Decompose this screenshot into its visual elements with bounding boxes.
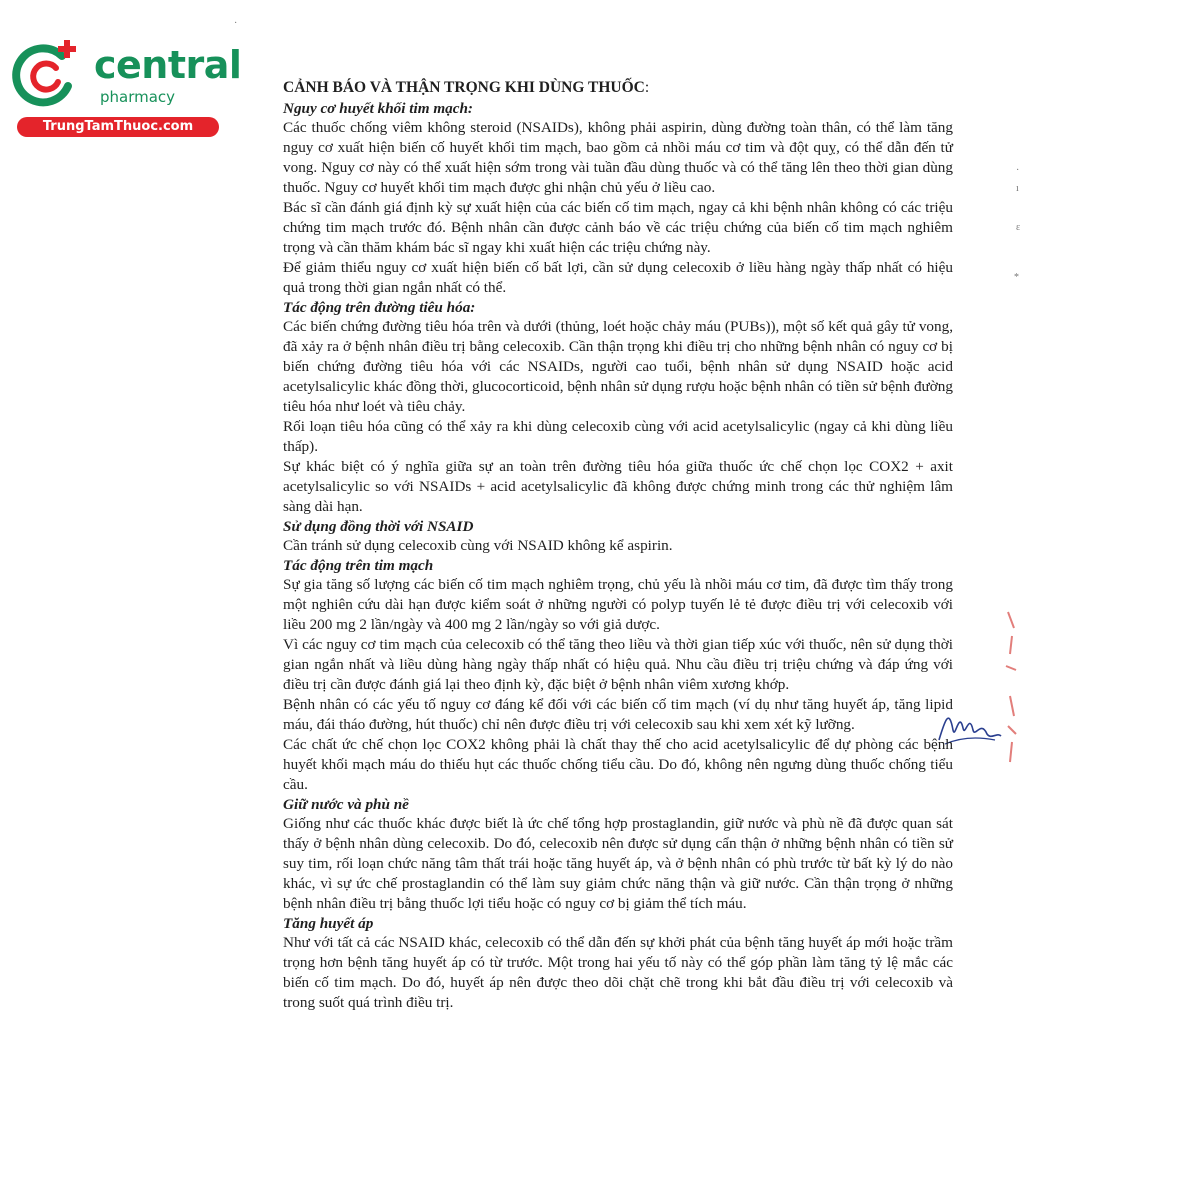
section-heading: Giữ nước và phù nề: [283, 796, 409, 813]
site-url-badge[interactable]: TrungTamThuoc.com: [17, 117, 219, 137]
section-heading: Tăng huyết áp: [283, 915, 374, 932]
paragraph: Bệnh nhân có các yếu tố nguy cơ đáng kể đối với các biến cố tim mạch (ví dụ như tăng huyết áp, tăng lipid máu, đái tháo đường, hút thuốc) chỉ nên được điều trị với celecoxib sau khi xem xét kỹ lưỡng.: [283, 696, 953, 733]
section-cardiovascular-effects: [283, 556, 953, 795]
paragraph: Giống như các thuốc khác được biết là ức chế tổng hợp prostaglandin, giữ nước và phù nề đã được quan sát thấy ở bệnh nhân dùng celecoxib. Do đó, celecoxib nên được sử dụng cẩn thận ở những bệnh nhân có tiền sử suy tim, rối loạn chức năng tâm thất trái hoặc tăng huyết áp, và ở bệnh nhân có phù trước từ bất kỳ lý do nào khác, vì sự ức chế prostaglandin có thể làm suy giảm chức năng thận và giữ nước. Cần thận trọng ở những bệnh nhân điều trị bằng thuốc lợi tiểu hoặc có nguy cơ bị giảm thể tích máu.: [283, 815, 953, 912]
scan-speck: *: [1014, 272, 1019, 283]
section-heading: Sử dụng đồng thời với NSAID: [283, 518, 474, 535]
section-heading: Tác động trên tim mạch: [283, 557, 434, 574]
paragraph: Sự gia tăng số lượng các biến cố tim mạch nghiêm trọng, chủ yếu là nhồi máu cơ tim, đã được tìm thấy trong một nghiên cứu dài hạn được kiểm soát ở những người có polyp tuyến lẻ tẻ được điều trị với celecoxib với liều 200 mg 2 lần/ngày và 400 mg 2 lần/ngày so với giả dược.: [283, 576, 953, 633]
paragraph: Để giảm thiểu nguy cơ xuất hiện biến cố bất lợi, cần sử dụng celecoxib ở liều hàng ngày thấp nhất có hiệu quả trong thời gian ngắn nhất có thể.: [283, 259, 953, 296]
scan-speck: ı: [1016, 183, 1019, 194]
paragraph: Sự khác biệt có ý nghĩa giữa sự an toàn trên đường tiêu hóa giữa thuốc ức chế chọn lọc COX2 + axit acetylsalicylic so với NSAIDs + acid acetylsalicylic đã không được chứng minh trong các thử nghiệm lâm sàng dài hạn.: [283, 458, 953, 515]
section-concomitant-nsaid: [283, 517, 953, 556]
section-hypertension: [283, 914, 953, 1013]
section-fluid-retention-edema: [283, 795, 953, 914]
document-title: CẢNH BÁO VÀ THẬN TRỌNG KHI DÙNG THUỐC:: [283, 79, 650, 96]
pharmacy-cross-logo-icon: [10, 38, 82, 110]
paragraph: Như với tất cả các NSAID khác, celecoxib có thể dẫn đến sự khởi phát của bệnh tăng huyết áp mới hoặc trầm trọng hơn bệnh tăng huyết áp có từ trước. Một trong hai yếu tố này có thể góp phần làm tăng tỷ lệ mắc các biến cố tim mạch. Do đó, huyết áp nên được theo dõi chặt chẽ trong khi bắt đầu điều trị với celecoxib và trong suốt quá trình điều trị.: [283, 934, 953, 1011]
scan-speck: ·: [1016, 165, 1020, 176]
scan-speck: ·: [234, 18, 238, 29]
paragraph: Các thuốc chống viêm không steroid (NSAIDs), không phải aspirin, dùng đường toàn thân, có thể làm tăng nguy cơ xuất hiện biến cố huyết khối tim mạch, bao gồm cả nhồi máu cơ tim và đột quỵ, có thể dẫn đến tử vong. Nguy cơ này có thể xuất hiện sớm trong vài tuần đầu dùng thuốc và có thể tăng lên theo thời gian dùng thuốc. Nguy cơ huyết khối tim mạch được ghi nhận chủ yếu ở liều cao.: [283, 119, 953, 196]
paragraph: Cần tránh sử dụng celecoxib cùng với NSAID không kể aspirin.: [283, 537, 673, 554]
paragraph: Bác sĩ cần đánh giá định kỳ sự xuất hiện của các biến cố tim mạch, ngay cả khi bệnh nhân không có các triệu chứng tim mạch trước đó. Bệnh nhân cần được cảnh báo về các triệu chứng của biến cố tim mạch nghiêm trọng và cần thăm khám bác sĩ ngay khi xuất hiện các triệu chứng này.: [283, 199, 953, 256]
document-body: [283, 78, 953, 1013]
paragraph: Các chất ức chế chọn lọc COX2 không phải là chất thay thế cho acid acetylsalicylic để dự phòng các bệnh huyết khối mạch máu do thiếu hụt các thuốc chống tiểu cầu. Do đó, không nên ngưng dùng thuốc chống tiểu cầu.: [283, 736, 953, 793]
central-pharmacy-logo[interactable]: [10, 38, 242, 138]
section-gastrointestinal: [283, 298, 953, 517]
paragraph: Vì các nguy cơ tim mạch của celecoxib có thể tăng theo liều và thời gian tiếp xúc với thuốc, nên sử dụng thời gian ngắn nhất và liều dùng hàng ngày thấp nhất có hiệu quả. Nhu cầu điều trị triệu chứng và đáp ứng với điều trị cần được đánh giá lại theo định kỳ, đặc biệt ở bệnh nhân viêm xương khớp.: [283, 636, 953, 693]
section-heading: Tác động trên đường tiêu hóa:: [283, 299, 476, 316]
section-heading: Nguy cơ huyết khối tim mạch:: [283, 100, 473, 117]
brand-subtitle: pharmacy: [100, 88, 176, 106]
section-cardiovascular-thrombosis: [283, 99, 953, 298]
paragraph: Các biến chứng đường tiêu hóa trên và dưới (thủng, loét hoặc chảy máu (PUBs)), một số kết quả gây tử vong, đã xảy ra ở bệnh nhân điều trị bằng celecoxib. Cần thận trọng khi điều trị cho những bệnh nhân có nguy cơ bị biến chứng đường tiêu hóa với các NSAIDs, người cao tuổi, bệnh nhân sử dụng NSAID hoặc acid acetylsalicylic khác đồng thời, glucocorticoid, bệnh nhân sử dụng rượu hoặc bệnh nhân có tiền sử bệnh đường tiêu hóa như loét và tiêu chảy.: [283, 318, 953, 415]
scan-speck: ɛ: [1016, 222, 1021, 233]
paragraph: Rối loạn tiêu hóa cũng có thể xảy ra khi dùng celecoxib cùng với acid acetylsalicylic (ngay cả khi dùng liều thấp).: [283, 418, 953, 455]
brand-name: central: [94, 43, 242, 87]
